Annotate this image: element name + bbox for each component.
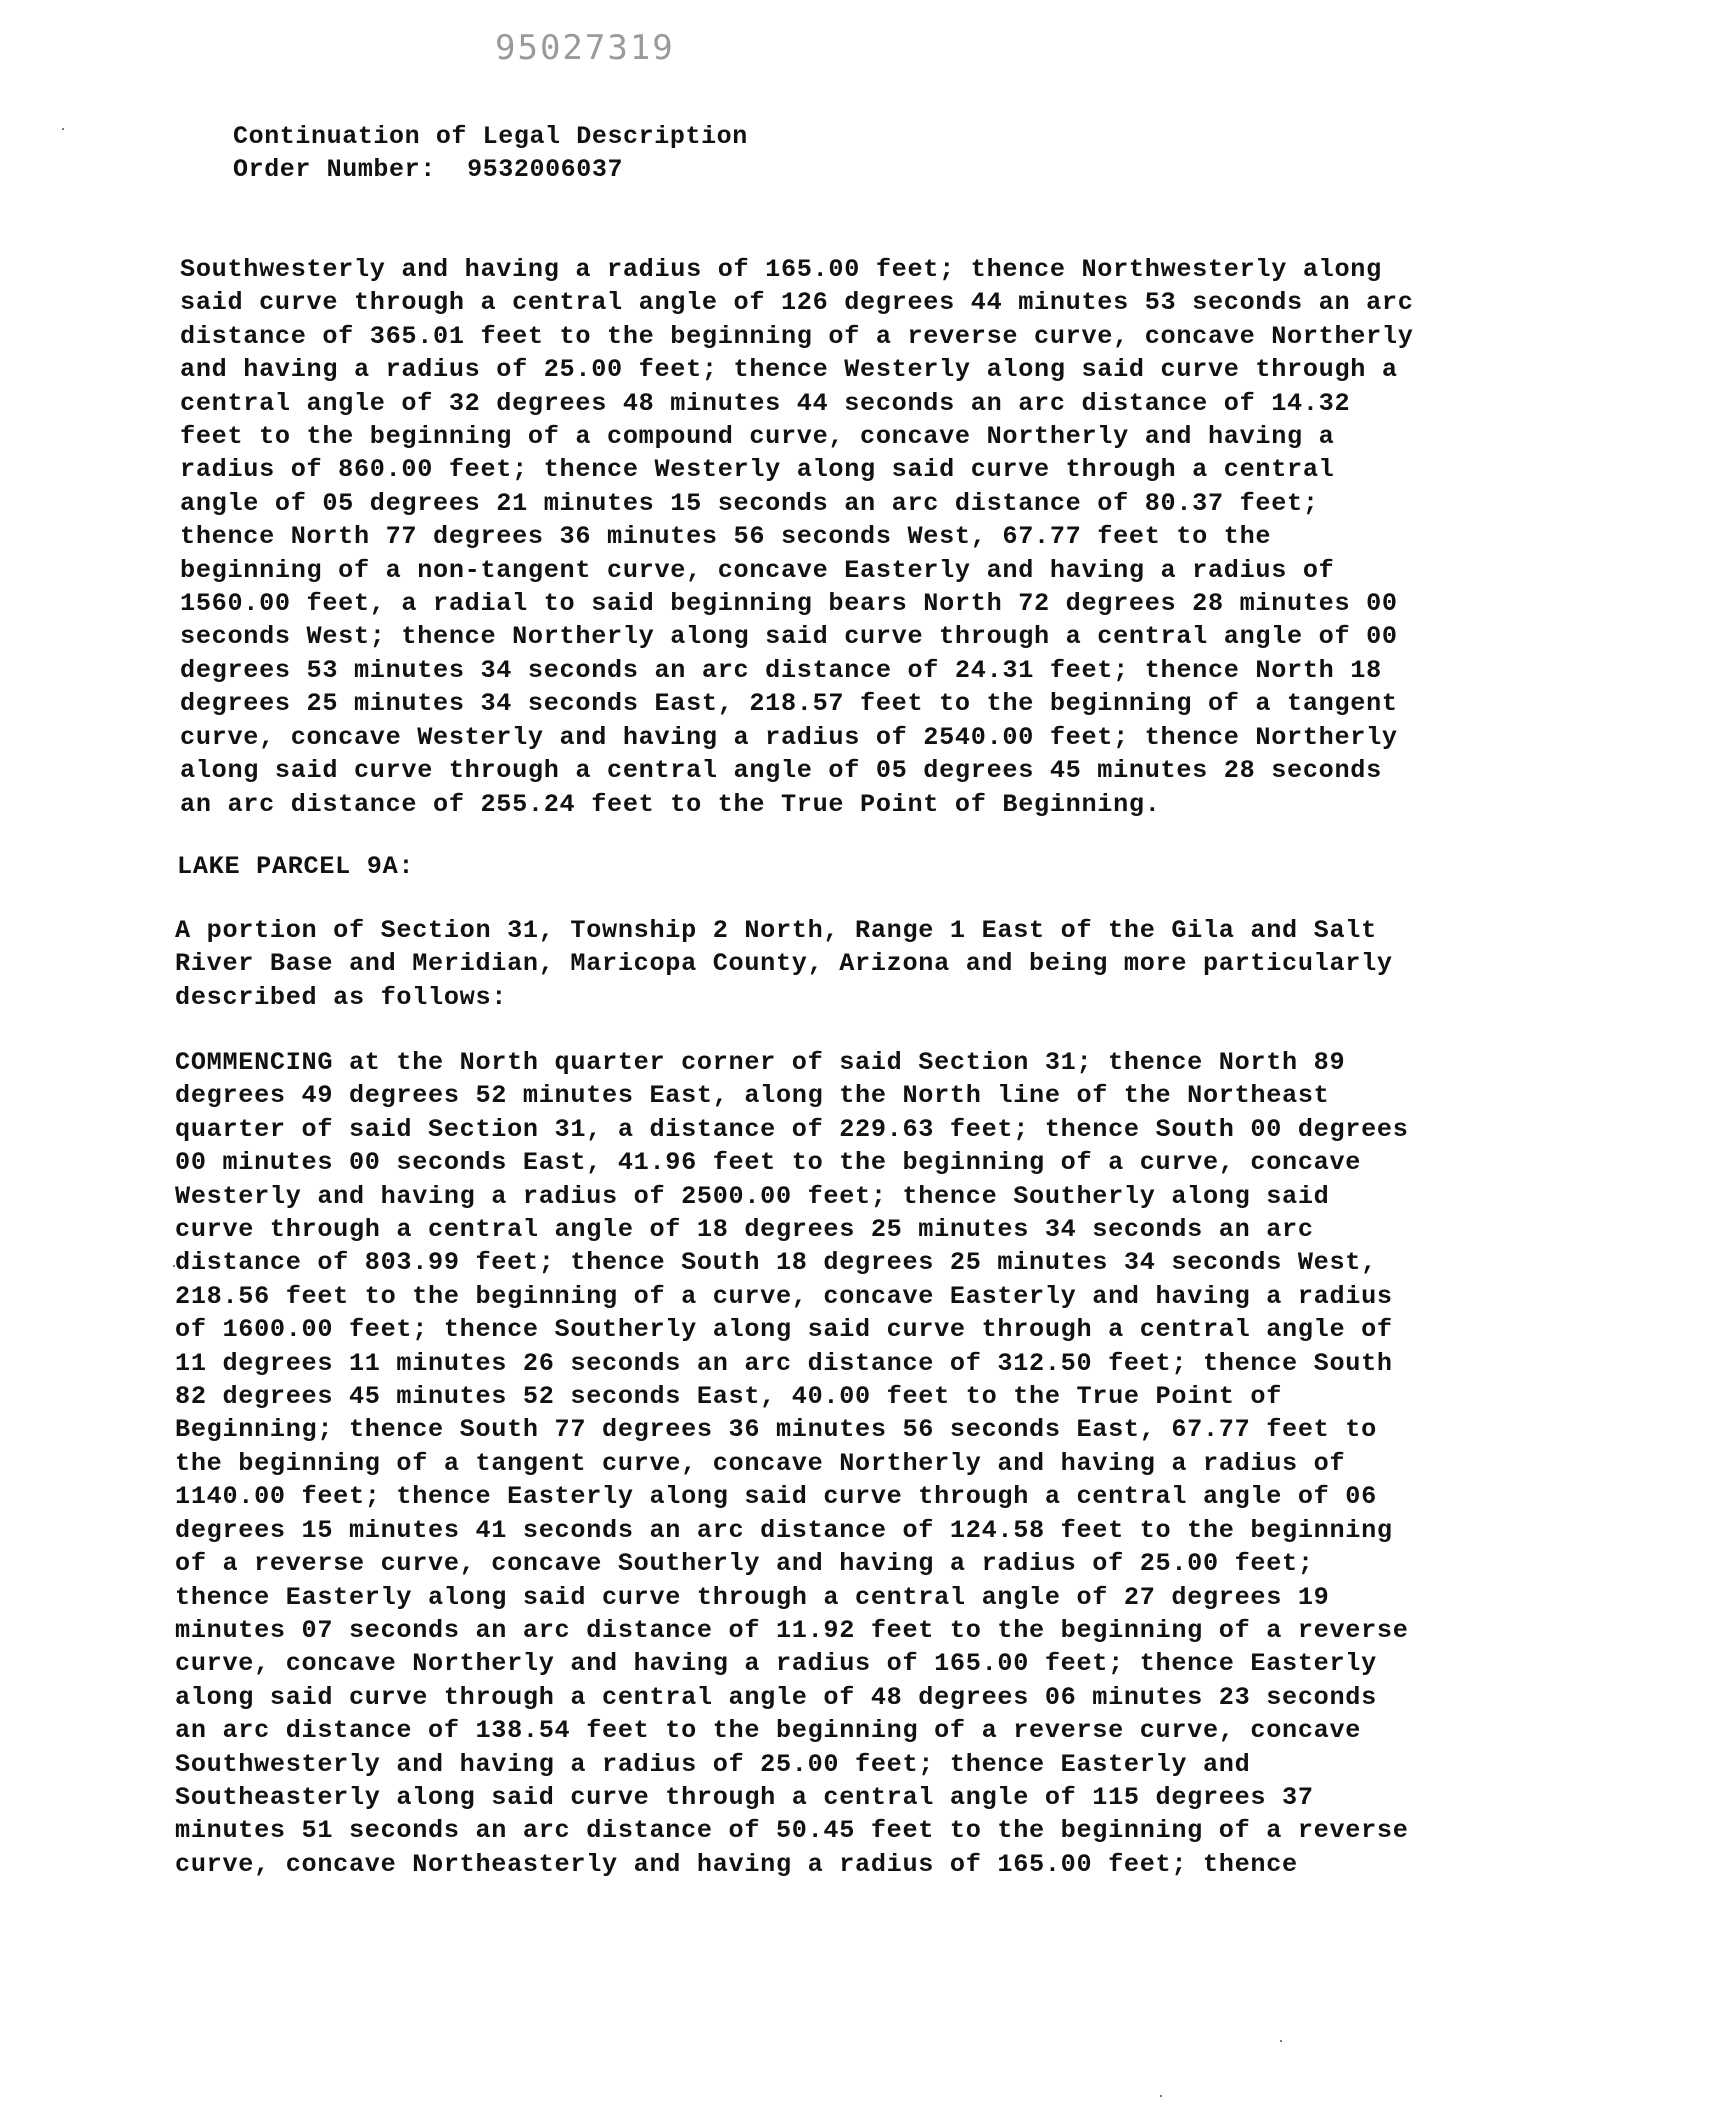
text-line: an arc distance of 138.54 feet to the beginning of a reverse curve, concave [175, 1716, 1362, 1746]
text-line: Beginning; thence South 77 degrees 36 minutes 56 seconds East, 67.77 feet to [175, 1415, 1377, 1445]
text-line: Westerly and having a radius of 2500.00 feet; thence Southerly along said [175, 1181, 1330, 1211]
text-line: Southeasterly along said curve through a central angle of 115 degrees 37 [175, 1782, 1314, 1812]
text-line: along said curve through a central angle of 05 degrees 45 minutes 28 seconds [180, 756, 1382, 786]
text-line: curve, concave Northeasterly and having a radius of 165.00 feet; thence [175, 1849, 1298, 1879]
document-recording-number: 95027319 [495, 28, 675, 68]
text-line: 11 degrees 11 minutes 26 seconds an arc distance of 312.50 feet; thence South [175, 1348, 1393, 1378]
text-line: seconds West; thence Northerly along said curve through a central angle of 00 [180, 622, 1398, 652]
text-line: curve, concave Westerly and having a radius of 2540.00 feet; thence Northerly [180, 722, 1398, 752]
text-line: degrees 25 minutes 34 seconds East, 218.57 feet to the beginning of a tangent [180, 689, 1398, 719]
order-number-value: 9532006037 [467, 155, 624, 184]
text-line: quarter of said Section 31, a distance of 229.63 feet; thence South 00 degrees [175, 1114, 1409, 1144]
text-line: Southwesterly and having a radius of 25.00 feet; thence Easterly and [175, 1749, 1251, 1779]
text-line: beginning of a non-tangent curve, concave Easterly and having a radius of [180, 555, 1335, 585]
text-line: LAKE PARCEL 9A: [177, 852, 415, 881]
parcel-description-paragraph [175, 1046, 1515, 1881]
scan-speck [173, 1265, 175, 1267]
scan-speck [1280, 2040, 1282, 2042]
text-line: curve through a central angle of 18 degrees 25 minutes 34 seconds an arc [175, 1215, 1314, 1245]
order-number-row [233, 153, 748, 186]
text-line: degrees 15 minutes 41 seconds an arc distance of 124.58 feet to the beginning [175, 1515, 1393, 1545]
parcel-heading [177, 850, 1517, 883]
text-line: 00 minutes 00 seconds East, 41.96 feet to the beginning of a curve, concave [175, 1148, 1362, 1178]
scan-speck [62, 128, 64, 130]
header-title: Continuation of Legal Description [233, 122, 748, 151]
text-line: an arc distance of 255.24 feet to the True Point of Beginning. [180, 789, 1161, 819]
text-line: feet to the beginning of a compound curve, concave Northerly and having a [180, 422, 1335, 452]
text-line: 218.56 feet to the beginning of a curve, concave Easterly and having a radius [175, 1281, 1393, 1311]
scan-speck [1160, 2095, 1162, 2097]
text-line: COMMENCING at the North quarter corner of said Section 31; thence North 89 [175, 1048, 1346, 1077]
text-line: said curve through a central angle of 126 degrees 44 minutes 53 seconds an arc [180, 288, 1414, 318]
text-line: distance of 365.01 feet to the beginning of a reverse curve, concave Northerly [180, 321, 1414, 351]
text-line: minutes 07 seconds an arc distance of 11.92 feet to the beginning of a reverse [175, 1615, 1409, 1645]
text-line: of a reverse curve, concave Southerly and having a radius of 25.00 feet; [175, 1549, 1314, 1579]
text-line: central angle of 32 degrees 48 minutes 44 seconds an arc distance of 14.32 [180, 388, 1351, 418]
page-header [233, 120, 748, 186]
text-line: 1560.00 feet, a radial to said beginning bears North 72 degrees 28 minutes 00 [180, 589, 1398, 619]
text-line: thence North 77 degrees 36 minutes 56 seconds West, 67.77 feet to the [180, 522, 1272, 552]
text-line: thence Easterly along said curve through a central angle of 27 degrees 19 [175, 1582, 1330, 1612]
text-line: River Base and Meridian, Maricopa County, Arizona and being more particularly [175, 949, 1393, 979]
text-line: along said curve through a central angle of 48 degrees 06 minutes 23 seconds [175, 1682, 1377, 1712]
text-line: curve, concave Northerly and having a radius of 165.00 feet; thence Easterly [175, 1649, 1377, 1679]
text-line: A portion of Section 31, Township 2 North, Range 1 East of the Gila and Salt [175, 916, 1377, 945]
parcel-location-paragraph [175, 914, 1515, 1014]
text-line: 1140.00 feet; thence Easterly along said curve through a central angle of 06 [175, 1482, 1377, 1512]
text-line: Southwesterly and having a radius of 165.00 feet; thence Northwesterly along [180, 255, 1382, 284]
text-line: minutes 51 seconds an arc distance of 50.45 feet to the beginning of a reverse [175, 1816, 1409, 1846]
text-line: of 1600.00 feet; thence Southerly along said curve through a central angle of [175, 1315, 1393, 1345]
text-line: angle of 05 degrees 21 minutes 15 seconds an arc distance of 80.37 feet; [180, 488, 1319, 518]
text-line: degrees 53 minutes 34 seconds an arc distance of 24.31 feet; thence North 18 [180, 655, 1382, 685]
text-line: radius of 860.00 feet; thence Westerly along said curve through a central [180, 455, 1335, 485]
text-line: the beginning of a tangent curve, concave Northerly and having a radius of [175, 1448, 1346, 1478]
text-line: distance of 803.99 feet; thence South 18 degrees 25 minutes 34 seconds West, [175, 1248, 1377, 1278]
text-line: and having a radius of 25.00 feet; thence Westerly along said curve through a [180, 355, 1398, 385]
legal-description-paragraph [180, 253, 1520, 821]
text-line: described as follows: [175, 982, 508, 1012]
order-number-label: Order Number: [233, 155, 436, 184]
text-line: degrees 49 degrees 52 minutes East, along the North line of the Northeast [175, 1081, 1330, 1111]
text-line: 82 degrees 45 minutes 52 seconds East, 40.00 feet to the True Point of [175, 1382, 1283, 1412]
